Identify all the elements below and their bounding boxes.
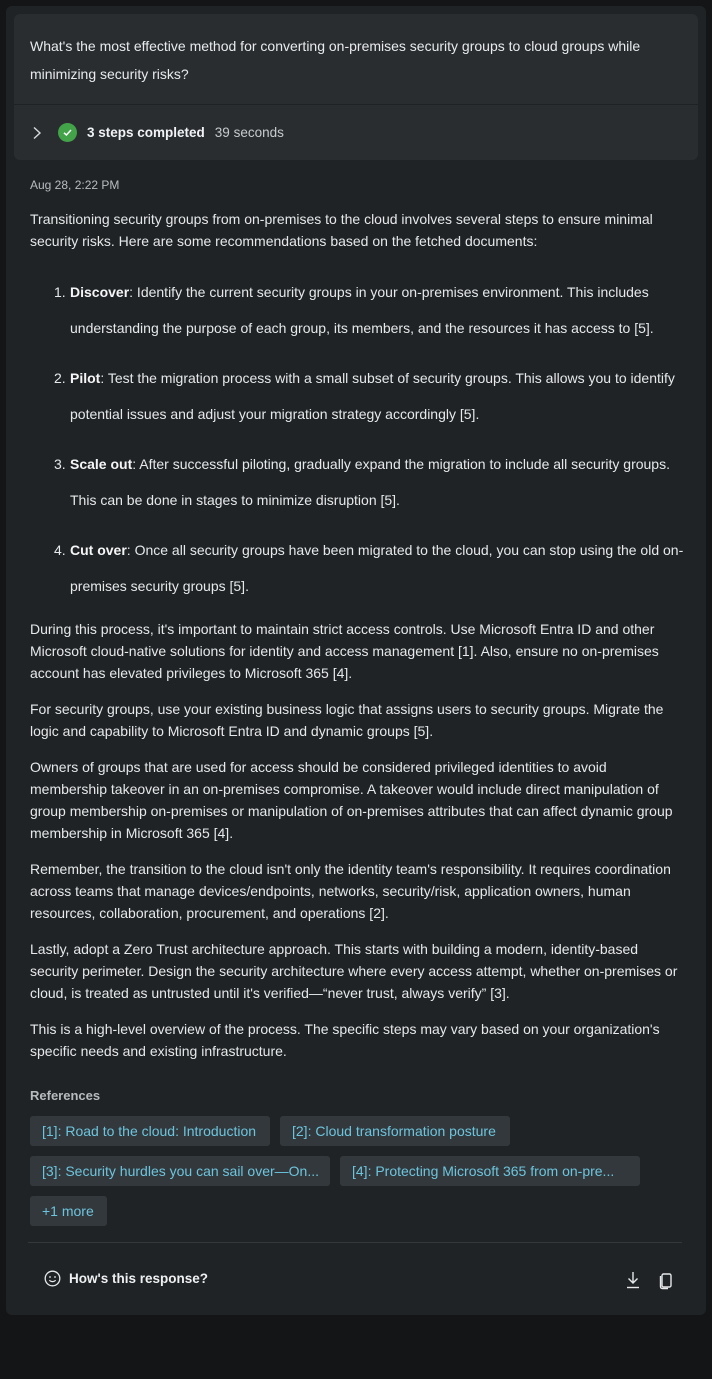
- response-body: [30, 208, 686, 1076]
- reference-link-4[interactable]: [4]: Protecting Microsoft 365 from on-pre...: [340, 1156, 640, 1186]
- list-item: 1. Discover: Identify the current security groups in your on-premises environment. This includes understanding the purpose of each group, its members, and the resources it has access to [5].: [54, 284, 654, 336]
- intro-paragraph: Transitioning security groups from on-premises to the cloud involves several steps to ensure minimal security risks. Here are some recommendations based on the fetched documents:: [30, 211, 653, 249]
- list-item: 4. Cut over: Once all security groups have been migrated to the cloud, you can stop using the old on-premises security groups [5].: [54, 542, 684, 594]
- smile-icon: [44, 1270, 61, 1287]
- more-references-button[interactable]: +1 more: [30, 1196, 107, 1226]
- message-timestamp: Aug 28, 2:22 PM: [30, 178, 120, 192]
- steps-label: 3 steps completed: [87, 125, 205, 140]
- feedback-label: How's this response?: [69, 1271, 208, 1286]
- reference-link-1[interactable]: [1]: Road to the cloud: Introduction: [30, 1116, 270, 1146]
- paragraph: This is a high-level overview of the process. The specific steps may vary based on your organization's specific needs and existing infrastructure.: [30, 1021, 660, 1059]
- check-circle-icon: [58, 123, 77, 142]
- list-item: 3. Scale out: After successful piloting, gradually expand the migration to include all security groups. This can be done in stages to minimize disruption [5].: [54, 456, 670, 508]
- response-panel: [6, 6, 706, 1315]
- feedback-prompt[interactable]: [44, 1270, 208, 1287]
- steps-summary-row[interactable]: [14, 104, 698, 160]
- reference-link-2[interactable]: [2]: Cloud transformation posture: [280, 1116, 510, 1146]
- paragraph: Lastly, adopt a Zero Trust architecture approach. This starts with building a modern, identity-based security perimeter. Design the security architecture where every access attempt, whether on-premises or cloud, is treated as untrusted until it's verified—“never trust, always verify” [3].: [30, 941, 678, 1001]
- download-icon[interactable]: [624, 1270, 642, 1290]
- references-heading: References: [30, 1088, 101, 1103]
- list-item: 2. Pilot: Test the migration process with a small subset of security groups. This allows you to identify potential issues and adjust your migration strategy accordingly [5].: [54, 370, 675, 422]
- user-question: What's the most effective method for converting on-premises security groups to cloud groups while minimizing security risks?: [30, 38, 641, 82]
- copy-icon[interactable]: [657, 1270, 675, 1290]
- chevron-right-icon[interactable]: [30, 126, 44, 140]
- question-card: [14, 14, 698, 160]
- reference-link-3[interactable]: [3]: Security hurdles you can sail over—On...: [30, 1156, 330, 1186]
- paragraph: Owners of groups that are used for access should be considered privileged identities to avoid membership takeover in an on-premises compromise. A takeover would include direct manipulation of group membership on-premises or manipulation of on-premises attributes that can affect dynamic group membership in Microsoft 365 [4].: [30, 759, 673, 841]
- paragraph: Remember, the transition to the cloud isn't only the identity team's responsibility. It requires coordination across teams that manage devices/endpoints, networks, security/risk, application owners, human resources, collaboration, procurement, and operations [2].: [30, 861, 671, 921]
- paragraph: For security groups, use your existing business logic that assigns users to security groups. Migrate the logic and capability to Microsoft Entra ID and dynamic groups [5].: [30, 701, 664, 739]
- paragraph: During this process, it's important to maintain strict access controls. Use Microsoft Entra ID and other Microsoft cloud-native solutions for identity and access management [1]. Also, ensure no on-premises account has elevated privileges to Microsoft 365 [4].: [30, 621, 659, 681]
- steps-list: [30, 274, 686, 604]
- steps-duration: 39 seconds: [214, 125, 284, 140]
- divider: [28, 1242, 682, 1243]
